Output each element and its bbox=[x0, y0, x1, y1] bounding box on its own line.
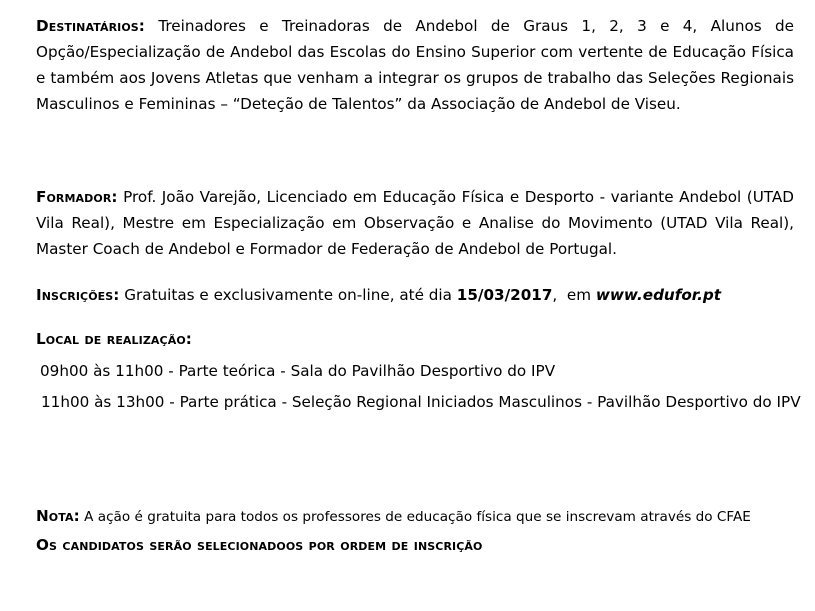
destinatarios-label: Destinatários: bbox=[36, 17, 145, 35]
document-page bbox=[36, 13, 801, 556]
inscricoes-label: Inscrições: bbox=[36, 286, 120, 304]
local-heading bbox=[36, 326, 794, 352]
inscricoes-text-middle: , em bbox=[552, 286, 596, 304]
nota-label: Nota: bbox=[36, 507, 80, 525]
schedule-item-text: 09h00 às 11h00 - Parte teórica - Sala do Pavilhão Desportivo do IPV bbox=[40, 362, 556, 380]
formador-text: Prof. João Varejão, Licenciado em Educação Física e Desporto - variante Andebol (UTAD Vila Real), Mestre em Especialização em Observação e Analise do Movimento (UTAD Vila Real), Master Coach de Andebol e Formador de Federação de Andebol de Portugal. bbox=[36, 188, 794, 258]
closing-statement bbox=[36, 534, 794, 556]
schedule-item bbox=[36, 358, 794, 384]
destinatarios-paragraph bbox=[36, 13, 794, 117]
destinatarios-text: Treinadores e Treinadoras de Andebol de Graus 1, 2, 3 e 4, Alunos de Opção/Especialização de Andebol das Escolas do Ensino Superior com vertente de Educação Física e também aos Jovens Atletas que venham a integrar os grupos de trabalho das Seleções Regionais Masculinos e Femininas – “Deteção de Talentos” da Associação de Andebol de Viseu. bbox=[36, 17, 794, 113]
closing-text: Os candidatos serão selecionadoos por ordem de inscrição bbox=[36, 536, 483, 554]
nota-text: A ação é gratuita para todos os professores de educação física que se inscrevam através do CFAE bbox=[79, 509, 751, 525]
inscricoes-date: 15/03/2017 bbox=[456, 286, 553, 304]
formador-label: Formador: bbox=[36, 188, 118, 206]
formador-paragraph bbox=[36, 184, 794, 262]
schedule-item-text: 11h00 às 13h00 - Parte prática - Seleção Regional Iniciados Masculinos - Pavilhão Desportivo do IPV bbox=[41, 393, 801, 411]
schedule-item bbox=[36, 389, 801, 415]
nota-paragraph bbox=[36, 505, 794, 528]
website-link[interactable]: www.edufor.pt bbox=[595, 286, 722, 304]
local-label: Local de realização: bbox=[36, 330, 192, 348]
inscricoes-paragraph bbox=[36, 282, 794, 308]
inscricoes-text: Gratuitas e exclusivamente on-line, até dia bbox=[119, 286, 457, 304]
